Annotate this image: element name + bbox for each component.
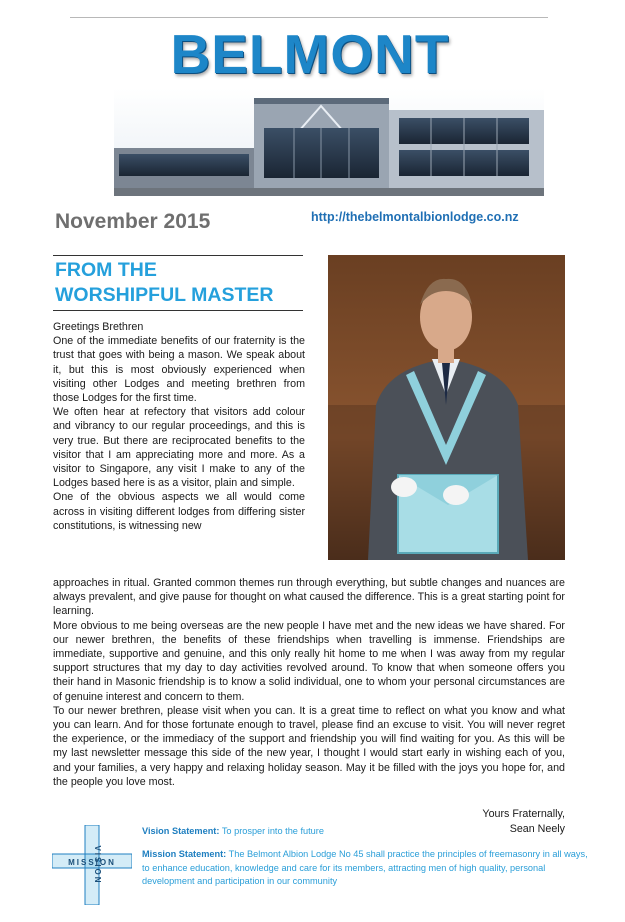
paragraph-1: One of the immediate benefits of our fraternity is the trust that goes with being a mason. We speak about it, but this is most obviously experienced when visiting other Lodges and meeting brethren from those Lodges for the first time. xyxy=(53,335,305,405)
paragraph-3-start: One of the obvious aspects we all would come across in visiting different lodges from differing sister constitutions, is witnessing new xyxy=(53,491,305,532)
vision-statement xyxy=(142,825,562,839)
mission-label: Mission Statement: xyxy=(142,849,227,859)
mission-text: The Belmont Albion Lodge No 45 shall practice the principles of freemasonry in all ways, to enhance education, knowledge and care for its members, attracting men of high quality, personal development and participation in our community xyxy=(142,849,588,886)
greeting: Greetings Brethren xyxy=(53,321,144,333)
section-heading-line1: FROM THE xyxy=(55,259,157,281)
paragraph-2: We often hear at refectory that visitors add colour and vibrancy to our regular proceedings, and this is very true. But there are reciprocated benefits to the visitor that I am appreciating more and more. As a visitor to Singapore, any visit I make to any of the Lodges based here is as a visitor, plain and simple. xyxy=(53,406,305,490)
heading-rule-top xyxy=(53,255,303,256)
paragraph-4: More obvious to me being overseas are the new people I have met and the new ideas we have shared. For our newer brethren, the benefits of these friendships when travelling is immense. Friendships are immediate, supportive and genuine, and this only really hit home to me when I was away from my regular support structures that my day to day activities revolved around. To know that when someone offers you their hand in Masonic friendship is to know a solid individual, one to whom your personal circumstances are of genuine interest and concern to them. xyxy=(53,619,565,703)
issue-date: November 2015 xyxy=(55,210,211,233)
vision-label: Vision Statement: xyxy=(142,826,220,836)
signature-name: Sean Neely xyxy=(509,822,565,835)
closing: Yours Fraternally, xyxy=(482,808,565,820)
paragraph-5: To our newer brethren, please visit when you can. It is a great time to reflect on what you know and what you can learn. And for those fortunate enough to travel, please find an excuse to visit. You will never regret the experience, or the immediacy of the support and friendship you will find waiting for you. As this will be my last newsletter message this side of the new year, I thought I would start early in wishing each of you, and your families, a very happy and relaxing holiday season. May it be filled with the joys you hope for, and the people you love most. xyxy=(53,704,565,788)
section-heading xyxy=(55,258,305,308)
heading-rule-bottom xyxy=(53,310,303,311)
logo-vertical-text: VISION xyxy=(93,845,102,885)
section-heading-line2: WORSHIPFUL MASTER xyxy=(55,284,274,306)
mission-statement xyxy=(142,848,592,889)
worshipful-master-portrait xyxy=(328,255,565,560)
vision-mission-logo xyxy=(52,825,132,905)
lodge-building-image xyxy=(114,88,544,196)
masthead-title: BELMONT xyxy=(170,23,450,85)
masthead-rule xyxy=(70,17,548,18)
paragraph-3-end: approaches in ritual. Granted common themes run through everything, but subtle changes and nuances are always prevalent, and give pause for thought on what caused the difference. This is a great starting point for learning. xyxy=(53,577,565,618)
website-link[interactable]: http://thebelmontalbionlodge.co.nz xyxy=(311,210,519,224)
logo-horizontal-text: MISSION xyxy=(68,858,116,867)
article-column-wide xyxy=(53,576,565,789)
vision-text: To prosper into the future xyxy=(219,826,324,836)
article-column-narrow xyxy=(53,320,305,533)
